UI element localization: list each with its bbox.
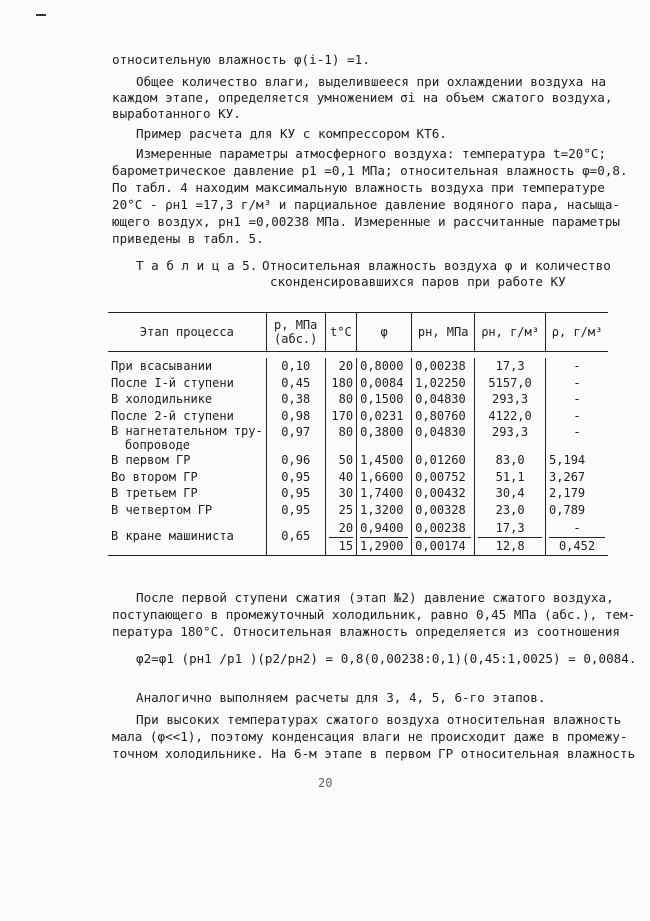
cell-p: 0,65 (266, 518, 325, 556)
cell-pn: 0,00238 (412, 358, 475, 375)
cell-rho-n: 51,1 (475, 469, 546, 486)
cell-rho-n: 5157,0 (475, 375, 546, 392)
cell-phi: 0,1500 (357, 391, 412, 408)
cell-p: 0,95 (266, 485, 325, 502)
text-line-3: каждом этапе, определяется умножением σi на объем сжатого воздуха, (112, 90, 613, 105)
cell-rho: - (546, 358, 608, 375)
cell-stage: При всасывании (111, 359, 213, 373)
table-row (108, 408, 608, 425)
cell-rho: - (546, 375, 608, 392)
table-row (108, 502, 608, 519)
table-caption-line1: Относительная влажность воздуха φ и количество (262, 258, 611, 273)
cell-rho (546, 518, 608, 556)
cell-rho: 5,194 (546, 452, 608, 469)
cell-p: 0,38 (266, 391, 325, 408)
cell-phi: 1,4500 (357, 452, 412, 469)
cell-stage (108, 424, 266, 452)
header-rho-n: ρн, г/м³ (475, 313, 546, 352)
cell-rho: 2,179 (546, 485, 608, 502)
cell-phi: 0,0084 (357, 375, 412, 392)
cell-p: 0,95 (266, 469, 325, 486)
text-line-17: мала (φ<<1), поэтому конденсация влаги не происходит даже в промежу- (112, 729, 628, 744)
text-line-11: приведены в табл. 5. (112, 231, 264, 246)
data-table (108, 312, 608, 556)
cell-pn: 0,00432 (412, 485, 475, 502)
cell-t: 30 (325, 485, 356, 502)
header-stage: Этап процесса (108, 313, 266, 352)
cell-rho-n: 293,3 (475, 391, 546, 408)
cell-rho-n: 4122,0 (475, 408, 546, 425)
table-row (108, 452, 608, 469)
table-caption-label: Т а б л и ц а 5. (136, 258, 258, 273)
header-phi: φ (357, 313, 412, 352)
cell-pn: 1,02250 (412, 375, 475, 392)
cell-rho-n-b: 12,8 (495, 539, 525, 553)
cell-stage: После I-й ступени (111, 375, 234, 390)
table-row (108, 391, 608, 408)
cell-rho-b: 0,452 (558, 539, 596, 553)
text-line-1: относительную влажность φ(i-1) =1. (112, 52, 370, 67)
cell-t: 170 (325, 408, 356, 425)
cell-pn: 0,00328 (412, 502, 475, 519)
table-row (108, 375, 608, 392)
cell-p: 0,45 (266, 375, 325, 392)
cell-pn-a: 0,00238 (415, 520, 471, 538)
cell-pn: 0,04830 (412, 424, 475, 452)
cell-phi-b: 1,2900 (360, 539, 404, 553)
table-row (108, 518, 608, 556)
text-line-12: После первой ступени сжатия (этап №2) давление сжатого воздуха, (136, 590, 614, 605)
cell-t: 20 (325, 358, 356, 375)
cell-rho-n (475, 518, 546, 556)
cell-phi: 1,6600 (357, 469, 412, 486)
cell-rho-n-a: 17,3 (478, 520, 542, 538)
cell-p: 0,97 (266, 424, 325, 452)
cell-t: 40 (325, 469, 356, 486)
cell-t-a: 20 (329, 520, 353, 538)
cell-phi: 0,0231 (357, 408, 412, 425)
cell-pn (412, 518, 475, 556)
cell-t: 25 (325, 502, 356, 519)
cell-p: 0,96 (266, 452, 325, 469)
cell-rho-n: 30,4 (475, 485, 546, 502)
text-line-13: поступающего в промежуточный холодильник, равно 0,45 МПа (абс.), тем- (112, 607, 636, 622)
cell-rho: - (546, 408, 608, 425)
formula: φ2=φ1 (pн1 /p1 )(p2/pн2) = 0,8(0,00238:0,1)(0,45:1,0025) = 0,0084. (136, 651, 637, 666)
text-line-7: барометрическое давление p1 =0,1 МПа; относительная влажность φ=0,8. (112, 163, 628, 178)
cell-pn: 0,04830 (412, 391, 475, 408)
cell-pn: 0,01260 (412, 452, 475, 469)
table-header-row (108, 313, 608, 352)
cell-phi: 0,8000 (357, 358, 412, 375)
cell-p: 0,95 (266, 502, 325, 519)
table-row (108, 358, 608, 375)
text-line-16: При высоких температурах сжатого воздуха относительная влажность (136, 712, 622, 727)
table-row (108, 424, 608, 452)
header-rho: ρ, г/м³ (546, 313, 608, 352)
cell-p: 0,10 (266, 358, 325, 375)
cell-phi: 1,3200 (357, 502, 412, 519)
cell-p: 0,98 (266, 408, 325, 425)
page-number: 20 (318, 776, 333, 790)
cell-rho: 0,789 (546, 502, 608, 519)
cell-stage: В кране машиниста (108, 518, 266, 556)
header-temperature: t°C (325, 313, 356, 352)
example-heading: Пример расчета для КУ с компрессором КТ6. (136, 126, 447, 141)
cell-t: 80 (325, 391, 356, 408)
cell-rho-n: 83,0 (475, 452, 546, 469)
text-line-10: ющего воздух, pн1 =0,00238 МПа. Измеренные и рассчитанные параметры (112, 214, 620, 229)
cell-stage: В четвертом ГР (111, 502, 213, 517)
cell-t: 180 (325, 375, 356, 392)
scan-mark (36, 14, 46, 16)
cell-stage: В холодильнике (111, 392, 213, 406)
cell-stage-line1: В нагнетательном тру- (111, 424, 263, 438)
cell-t-b: 15 (338, 539, 354, 553)
cell-t: 50 (325, 452, 356, 469)
cell-t (325, 518, 356, 556)
text-line-6: Измеренные параметры атмосферного воздуха: температура t=20°C; (136, 146, 607, 161)
cell-phi: 0,3800 (357, 424, 412, 452)
cell-rho-n: 293,3 (475, 424, 546, 452)
cell-phi (357, 518, 412, 556)
header-pressure: p, МПа (абс.) (266, 313, 325, 352)
cell-rho: - (546, 424, 608, 452)
cell-rho: - (546, 391, 608, 408)
table-caption-line2: сконденсировавшихся паров при работе КУ (270, 274, 566, 289)
cell-rho: 3,267 (546, 469, 608, 486)
text-line-14: пература 180°C. Относительная влажность определяется из соотношения (112, 624, 620, 639)
cell-stage: В третьем ГР (111, 486, 198, 500)
cell-pn-b: 0,00174 (415, 539, 466, 553)
table-row (108, 469, 608, 486)
cell-stage: После 2-й ступени (111, 408, 234, 423)
cell-pn: 0,00752 (412, 469, 475, 486)
text-line-9: 20°C - ρн1 =17,3 г/м³ и парциальное давление водяного пара, насыща- (112, 197, 620, 212)
cell-stage-line2: бопроводе (125, 438, 191, 452)
text-line-15: Аналогично выполняем расчеты для 3, 4, 5, 6-го этапов. (136, 690, 546, 705)
cell-phi: 1,7400 (357, 485, 412, 502)
text-line-8: По табл. 4 находим максимальную влажность воздуха при температуре (112, 180, 605, 195)
cell-phi-a: 0,9400 (360, 520, 408, 538)
table-row (108, 485, 608, 502)
cell-rho-a: - (549, 520, 605, 538)
text-line-4: выработанного КУ. (112, 106, 241, 121)
text-line-18: точном холодильнике. На 6-м этапе в первом ГР относительная влажность (112, 746, 636, 761)
cell-t: 80 (325, 424, 356, 452)
cell-rho-n: 17,3 (475, 358, 546, 375)
cell-stage: В первом ГР (111, 453, 191, 467)
cell-pn: 0,80760 (412, 408, 475, 425)
cell-rho-n: 23,0 (475, 502, 546, 519)
header-pn: pн, МПа (412, 313, 475, 352)
text-line-2: Общее количество влаги, выделившееся при охлаждении воздуха на (136, 74, 607, 89)
cell-stage: Во втором ГР (111, 469, 198, 484)
